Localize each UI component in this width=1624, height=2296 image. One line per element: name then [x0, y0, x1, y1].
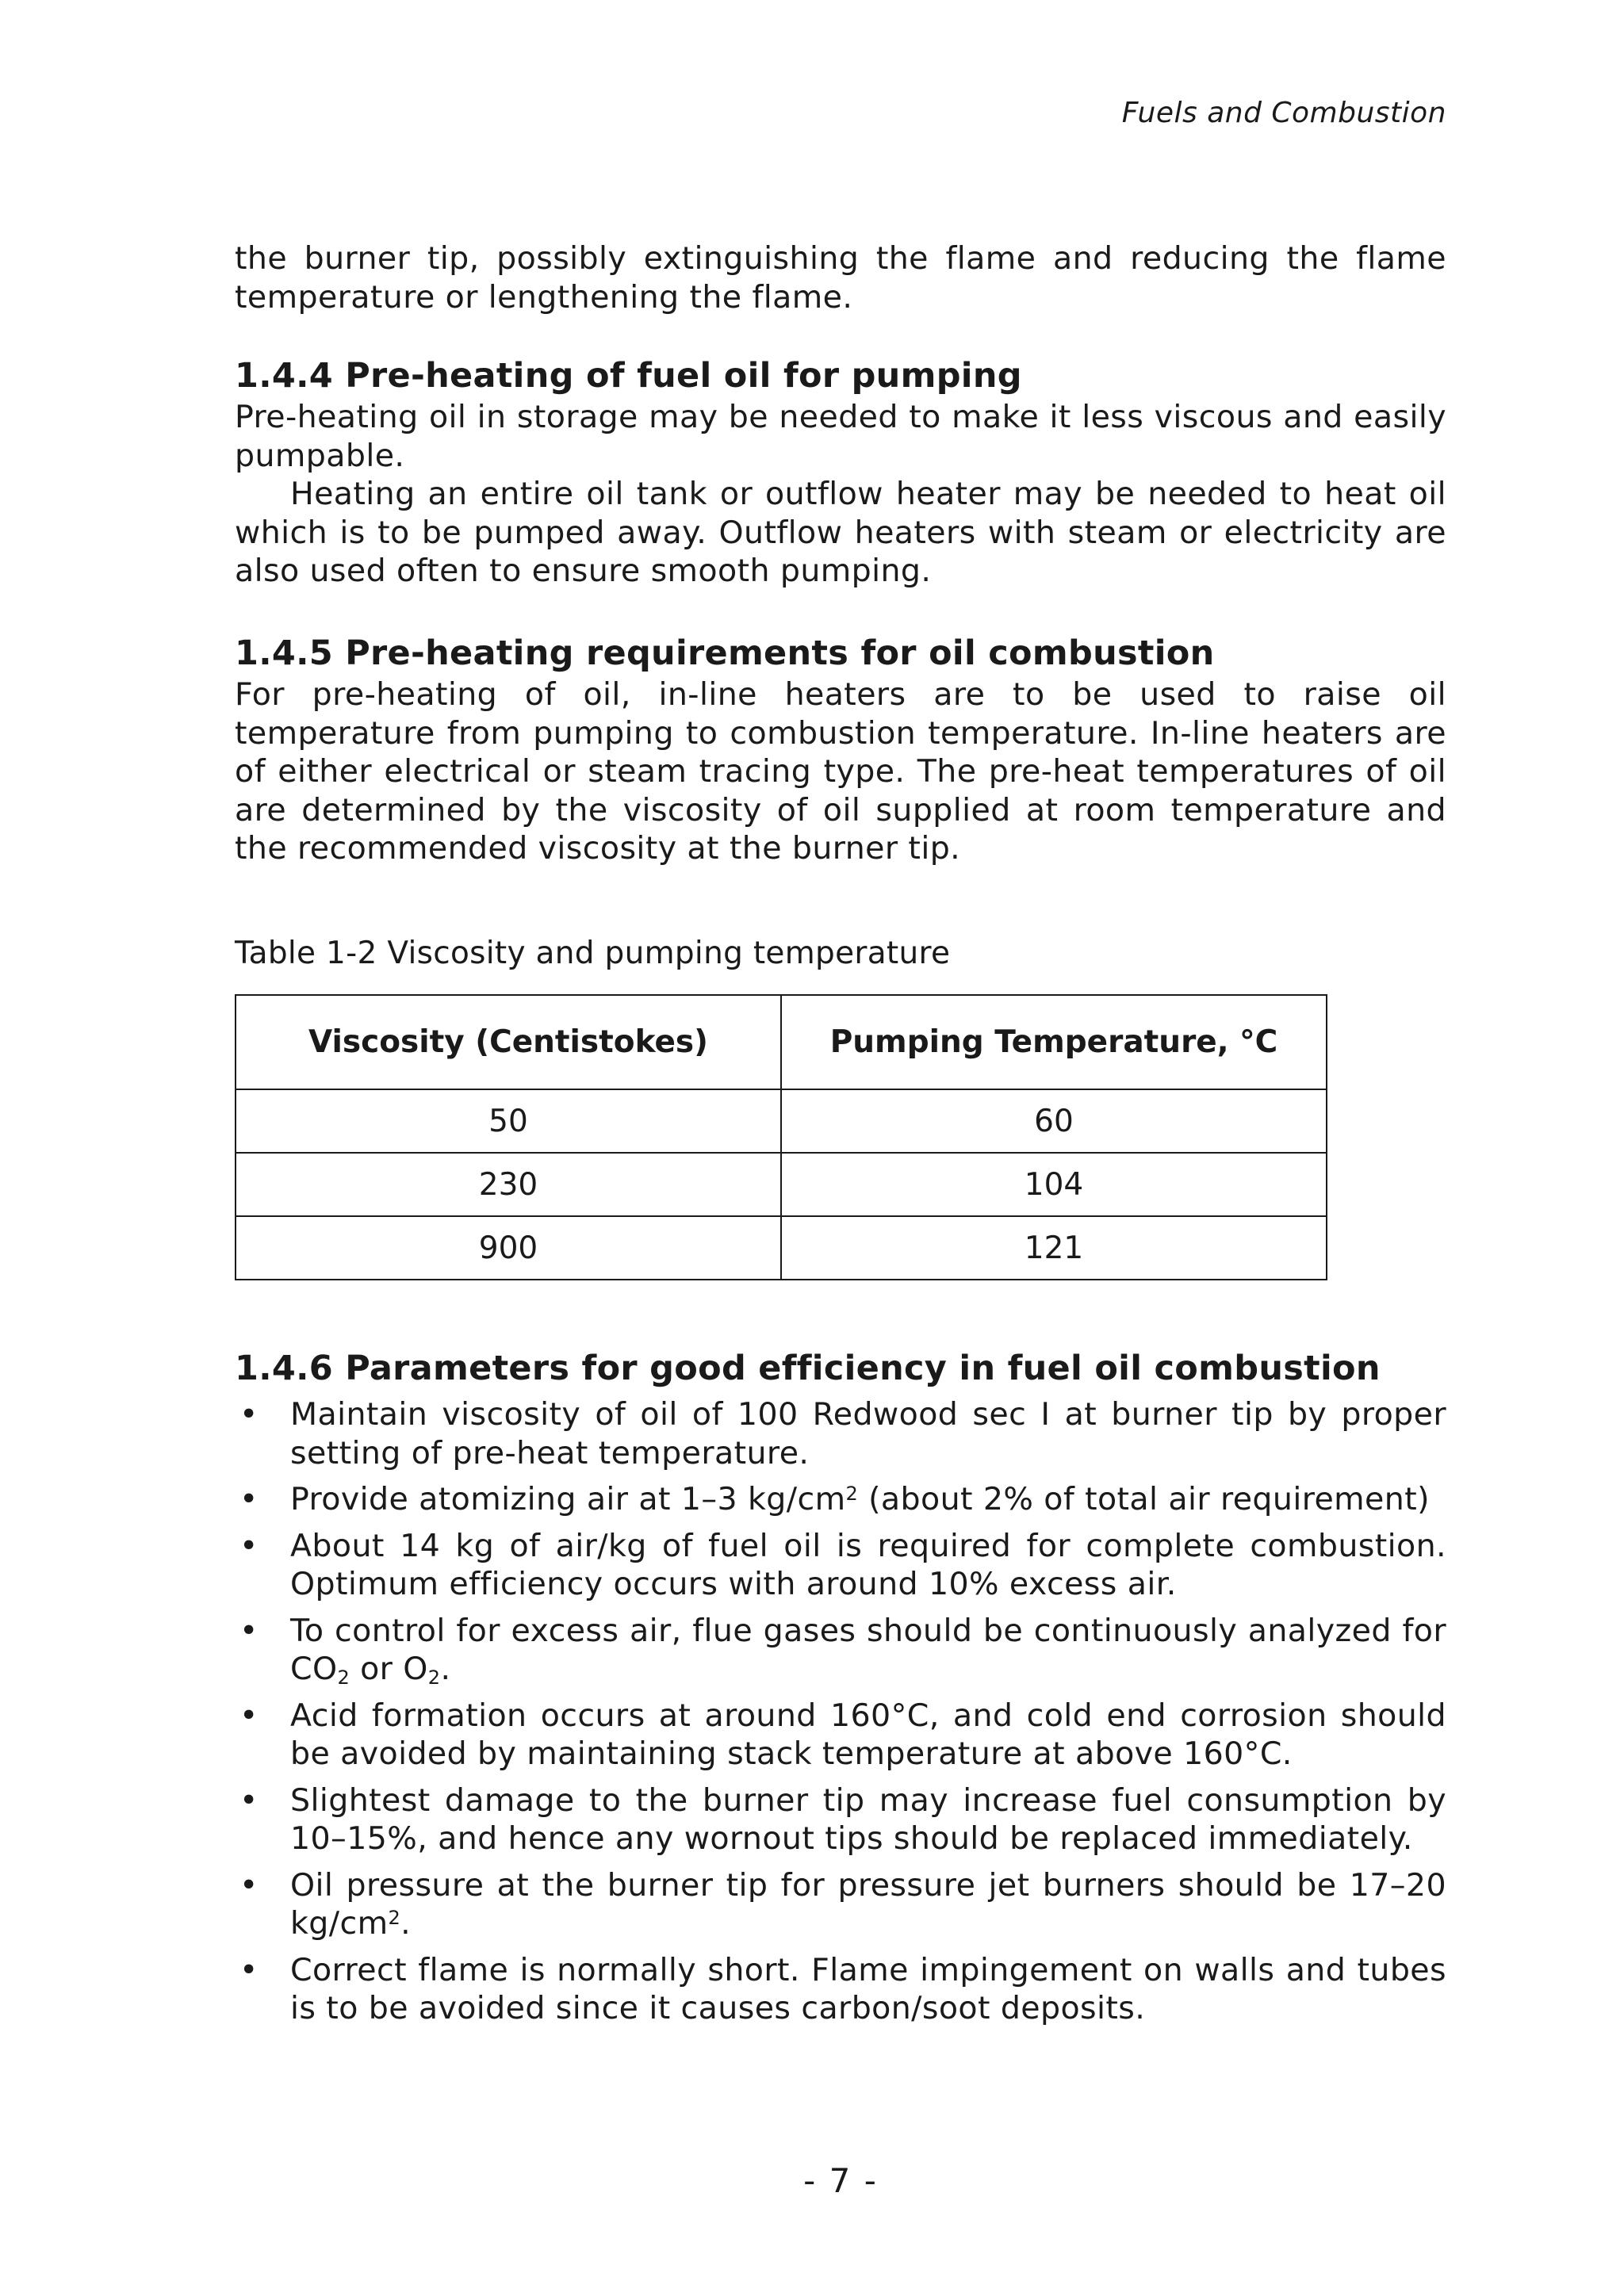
list-item: • Acid formation occurs at around 160°C, and cold end corrosion should be avoided by maintaining stack temperature at above 160°C. — [239, 1697, 1446, 1772]
section-heading: 1.4.5 Pre-heating requirements for oil combustion — [235, 633, 1215, 673]
list-item: • Oil pressure at the burner tip for pressure jet burners should be 17–20 $kg/cm^2$. — [239, 1866, 1446, 1942]
table-caption: Table 1-2 Viscosity and pumping temperature — [235, 936, 951, 971]
table-cell: 104 — [781, 1153, 1327, 1216]
paragraph: Heating an entire oil tank or outflow heater may be needed to heat oil which is to be pumped away. Outflow heaters with steam or electricity are also used often to ensure smooth pumping. — [235, 476, 1446, 589]
parameter-list — [235, 1395, 1446, 2028]
table-cell: 230 — [236, 1153, 781, 1216]
bullet-icon: • — [239, 1697, 259, 1734]
list-item: • Maintain viscosity of oil of 100 Redwood sec I at burner tip by proper setting of pre-heat temperature. — [239, 1396, 1446, 1471]
bullet-icon: • — [239, 1396, 259, 1433]
table-cell: 50 — [236, 1089, 781, 1153]
list-item: • Slightest damage to the burner tip may increase fuel consumption by 10–15%, and hence any wornout tips should be replaced immediately. — [239, 1781, 1446, 1857]
viscosity-table — [235, 994, 1327, 1280]
column-header: Viscosity (Centistokes) — [236, 995, 781, 1089]
paragraph: For pre-heating of oil, in-line heaters are to be used to raise oil temperature from pumping to combustion temperature. In-line heaters are of either electrical or steam tracing type. The pre-heat temperatures of oil are determined by the viscosity of oil supplied at room temperature and the recommended viscosity at the burner tip. — [235, 676, 1446, 867]
table-header-row — [236, 995, 1327, 1089]
bullet-icon: • — [239, 1481, 259, 1517]
table-cell: 60 — [781, 1089, 1327, 1153]
section-heading: 1.4.4 Pre-heating of fuel oil for pumping — [235, 356, 1022, 396]
table-row — [236, 1153, 1327, 1216]
list-item: • Correct flame is normally short. Flame impingement on walls and tubes is to be avoided since it causes carbon/soot deposits. — [239, 1951, 1446, 2026]
section-heading: 1.4.6 Parameters for good efficiency in fuel oil combustion — [235, 1349, 1381, 1388]
bullet-icon: • — [239, 1527, 259, 1564]
paragraph: Pre-heating oil in storage may be needed to make it less viscous and easily pumpable. — [235, 399, 1446, 474]
bullet-icon: • — [239, 1951, 259, 1988]
running-head: Fuels and Combustion — [1121, 97, 1446, 129]
section-1-4-6 — [235, 1346, 1446, 2036]
page-number: - 7 - — [803, 2161, 878, 2200]
bullet-icon: • — [239, 1612, 259, 1649]
list-item: • Provide atomizing air at 1–3 $kg/cm^2$ (about 2% of total air requirement) — [239, 1481, 1430, 1517]
table-row — [236, 1089, 1327, 1153]
list-item: • To control for excess air, flue gases should be continuously analyzed for $CO_2$ or $O_2$. — [239, 1612, 1446, 1689]
table-cell: 121 — [781, 1216, 1327, 1280]
bullet-icon: • — [239, 1866, 259, 1904]
column-header: Pumping Temperature, °C — [781, 995, 1327, 1089]
bullet-icon: • — [239, 1781, 259, 1819]
section-1-4-4 — [235, 354, 1446, 591]
list-item: • About 14 kg of air/kg of fuel oil is required for complete combustion. Optimum efficiency occurs with around 10% excess air. — [239, 1527, 1446, 1602]
section-1-4-5 — [235, 631, 1446, 868]
table-row — [236, 1216, 1327, 1280]
table-cell: 900 — [236, 1216, 781, 1280]
intro-paragraph: the burner tip, possibly extinguishing the flame and reducing the flame temperature or lengthening the flame. — [235, 240, 1446, 316]
